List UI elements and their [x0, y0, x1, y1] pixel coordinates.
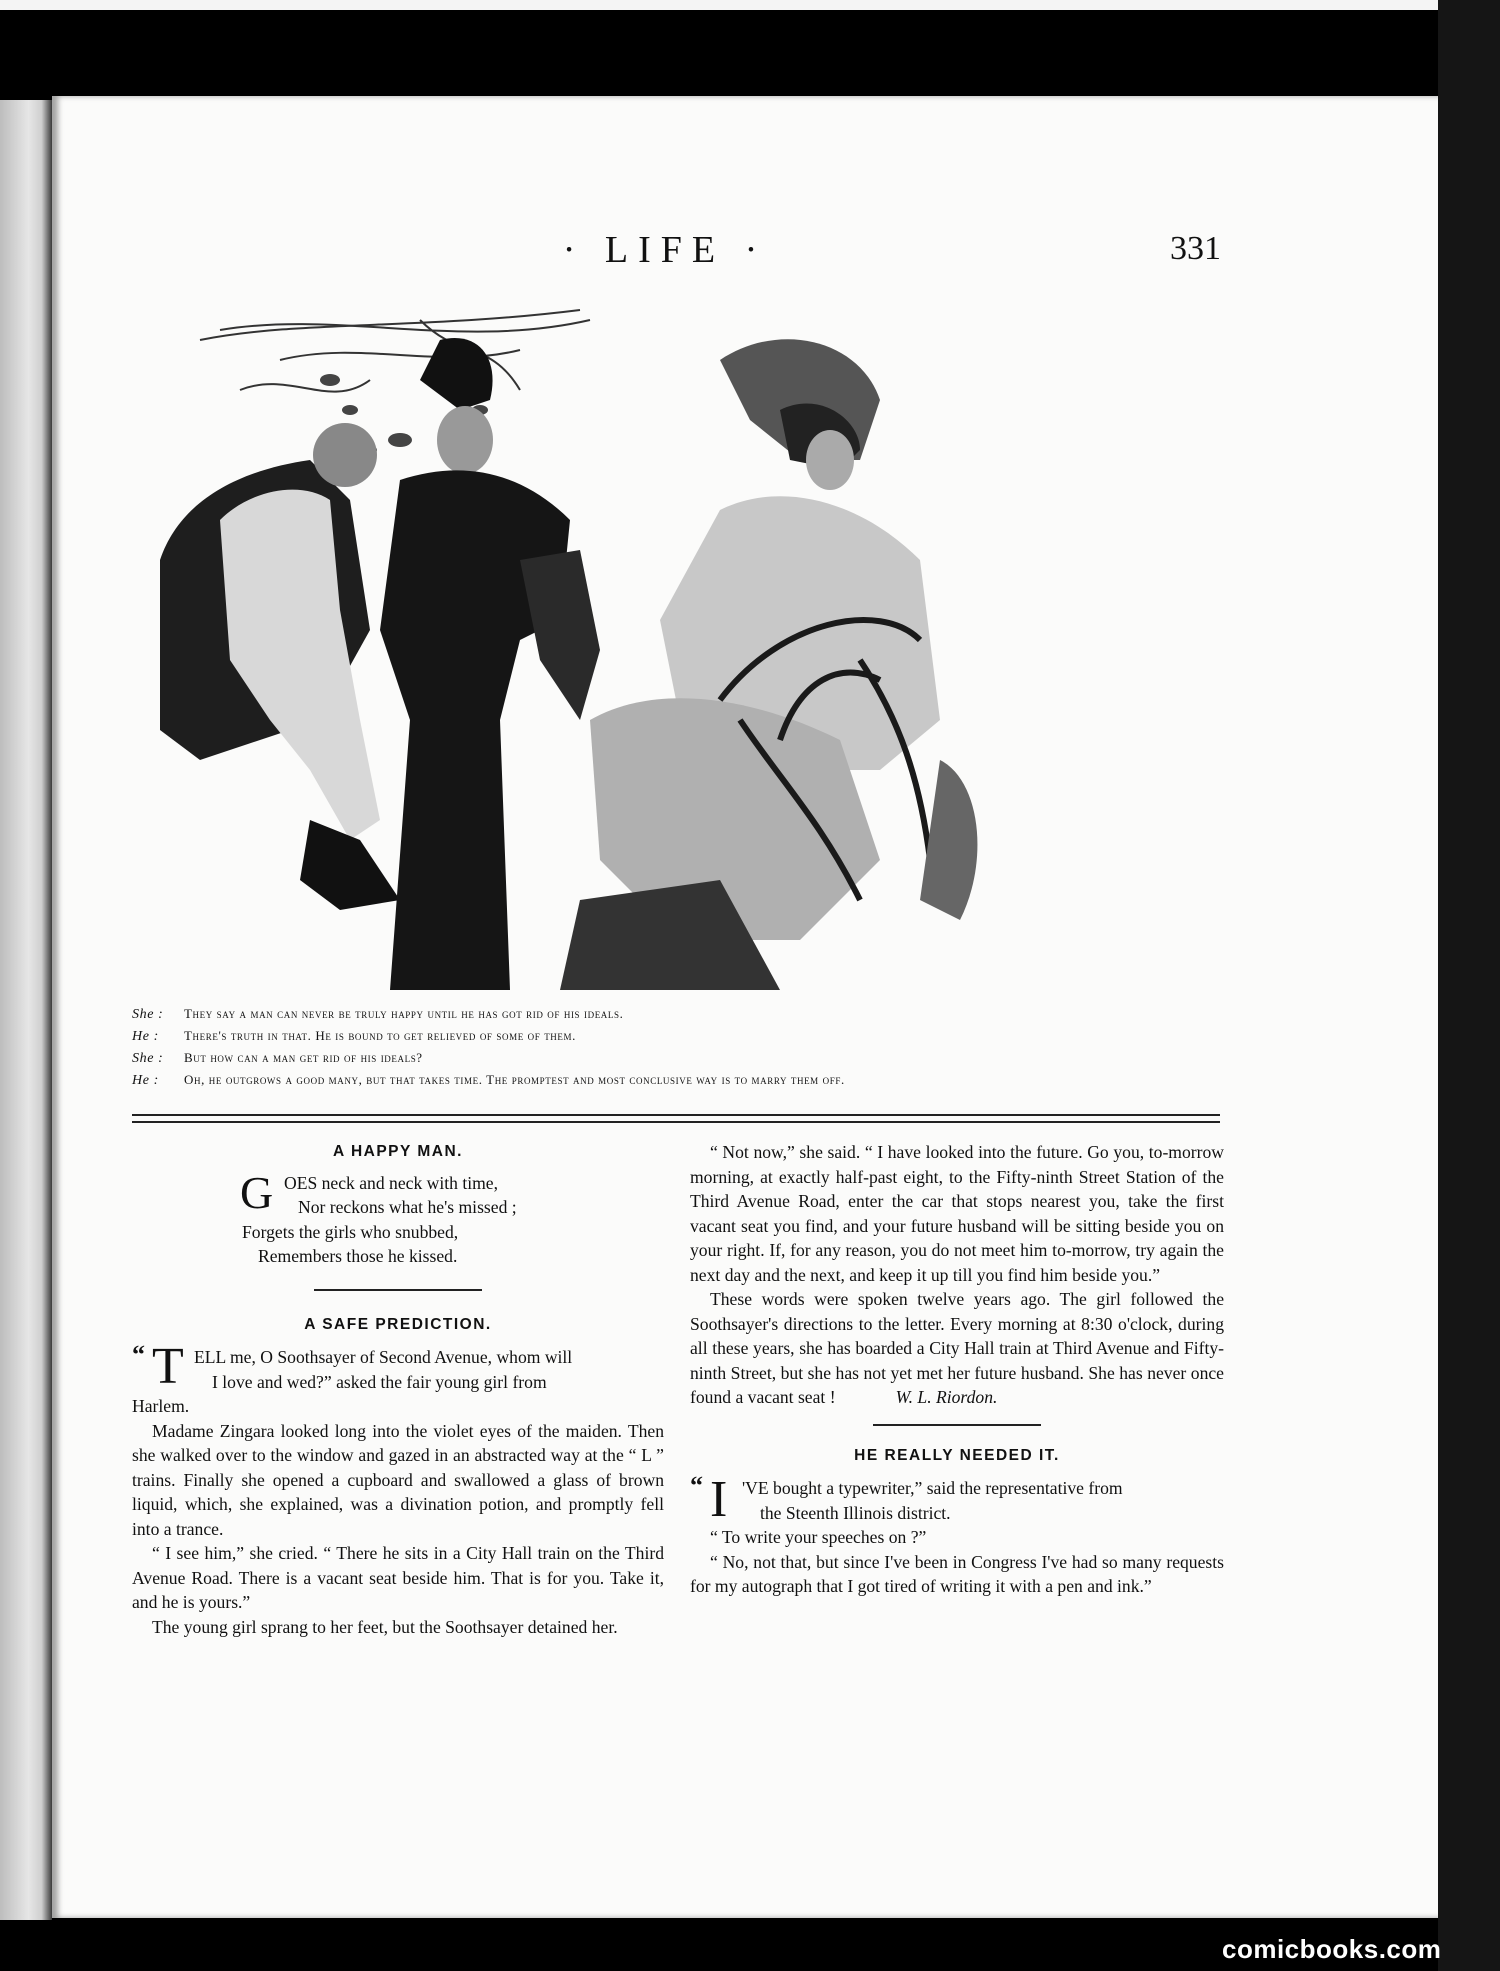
speaker-label: She :	[132, 1051, 164, 1066]
seated-woman	[590, 339, 940, 940]
poem-line: OES neck and neck with time,	[284, 1172, 499, 1193]
story-opening	[132, 1338, 664, 1419]
scan-top-strip	[0, 0, 1500, 10]
author-signature: W. L. Riordon.	[895, 1387, 998, 1407]
poem-happy-man	[132, 1166, 664, 1269]
opening-line: the Steenth Illinois district.	[760, 1502, 951, 1523]
opening-line: ELL me, O Soothsayer of Second Avenue, whom will	[194, 1347, 573, 1367]
illustration	[160, 300, 1200, 990]
dialogue-text: Oh, he outgrows a good many, but that takes time. The promptest and most conclusive way is to marry them off.	[184, 1072, 845, 1087]
dialogue-line	[132, 1025, 1232, 1047]
poem-line: Remembers those he kissed.	[258, 1246, 458, 1266]
poem-line: Forgets the girls who snubbed,	[242, 1221, 459, 1242]
speaker-label: He :	[132, 1073, 159, 1088]
woman-in-black	[380, 338, 600, 990]
caption-dialogue	[132, 1003, 1232, 1091]
drop-cap: T	[152, 1338, 184, 1395]
opening-line: I love and wed?” asked the fair young girl from	[212, 1371, 547, 1392]
left-column	[132, 1140, 664, 1639]
paragraph: “ To write your speeches on ?”	[710, 1527, 927, 1547]
paragraph: The young girl sprang to her feet, but the Soothsayer detained her.	[152, 1616, 618, 1637]
site-watermark: comicbooks.com	[1222, 1934, 1442, 1964]
opening-line: 'VE bought a typewriter,” said the representative from	[742, 1478, 1123, 1498]
poem-line: Nor reckons what he's missed ;	[298, 1197, 517, 1217]
drop-cap: I	[710, 1471, 728, 1528]
dialogue-line	[132, 1003, 1232, 1025]
dialogue-text: There's truth in that. He is bound to get relieved of some of them.	[184, 1028, 576, 1043]
story-opening	[690, 1471, 1224, 1528]
poem-heading: A HAPPY MAN.	[333, 1143, 463, 1160]
paragraph: Madame Zingara looked long into the violet eyes of the maiden. Then she walked over to the window and gazed in an abstracted way at the “ L ” trains. Finally she opened a cupboard and swallowed a glass of brown liquid, which, she explained, was a divination potion, and promptly fell into a trance.	[132, 1420, 664, 1539]
opening-quote-mark: “	[132, 1340, 145, 1369]
paragraph	[690, 1287, 1224, 1410]
opening-quote-mark: “	[690, 1471, 703, 1500]
paragraph: “ No, not that, but since I've been in Congress I've had so many requests for my autograph that I got tired of writing it with a pen and ink.”	[690, 1551, 1224, 1596]
dialogue-line	[132, 1069, 1232, 1091]
paragraph: “ Not now,” she said. “ I have looked into the future. Go you, to-morrow morning, at exactly half-past eight, to the Fifty-ninth Street Station of the Third Avenue Road, enter the car that stops nearest you, take the first vacant seat you find, and your future husband will be sitting beside you on your right. If, for any reason, you do not meet him to-morrow, try again the next day and the next, and keep it up till you find him beside you.”	[690, 1142, 1224, 1285]
foliage-sketch	[200, 310, 590, 392]
section-rule	[314, 1289, 482, 1291]
story-heading: A SAFE PREDICTION.	[304, 1315, 492, 1333]
dialogue-text: But how can a man get rid of his ideals?	[184, 1050, 423, 1065]
story-heading: HE REALLY NEEDED IT.	[854, 1446, 1060, 1464]
drop-cap: G	[240, 1166, 274, 1218]
seated-man	[160, 423, 400, 910]
paragraph: “ I see him,” she cried. “ There he sits in a City Hall train on the Third Avenue Road. There is a vacant seat beside him. That is for you. Take it, and he is yours.”	[132, 1543, 664, 1612]
speaker-label: She :	[132, 1007, 164, 1022]
right-column	[690, 1140, 1224, 1599]
opening-line: Harlem.	[132, 1396, 190, 1416]
page-number: 331	[1170, 230, 1221, 267]
facing-page-edge	[0, 100, 52, 1920]
speaker-label: He :	[132, 1029, 159, 1044]
section-rule	[873, 1424, 1041, 1426]
paragraph-text: These words were spoken twelve years ago. The girl followed the Soothsayer's directions to the letter. Every morning at 8:30 o'clock, during all these years, she has boarded a City Hall train at Third Avenue and Fifty-ninth Street, but she has not yet met her future husband. She has never once found a vacant seat !	[690, 1289, 1224, 1407]
masthead-title: · LIFE ·	[562, 229, 768, 271]
double-rule-divider	[132, 1114, 1220, 1123]
dialogue-text: They say a man can never be truly happy until he has got rid of his ideals.	[184, 1006, 624, 1021]
scan-right-edge	[1438, 0, 1500, 1971]
dialogue-line	[132, 1047, 1232, 1069]
